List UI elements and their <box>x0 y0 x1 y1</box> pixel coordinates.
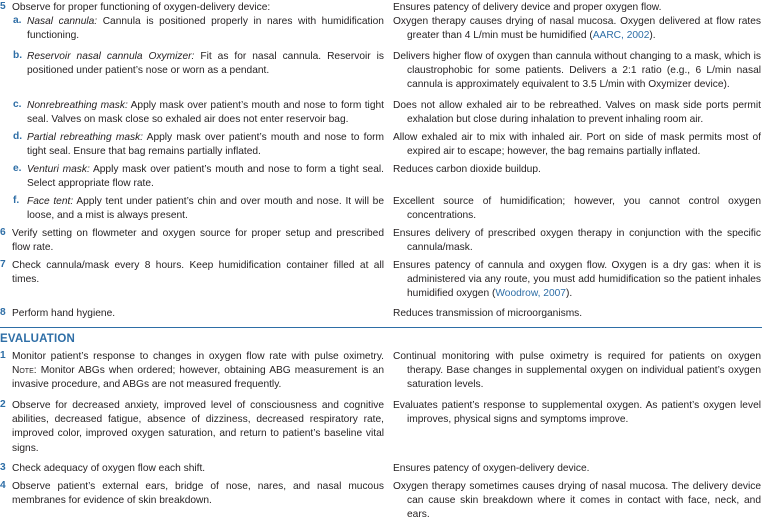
substep-letter: b. <box>13 50 23 61</box>
substep-description: Apply mask over patient’s mouth and nose to form tight seal. Valves on mask close so exhaled air does not enter reservoir bag. <box>27 100 384 126</box>
citation-link[interactable]: AARC, 2002 <box>592 30 650 42</box>
step-text: Observe for decreased anxiety, improved level of consciousness and cognitive abilities, decreased fatigue, absence of dizziness, decreased respiratory rate, improved color, improved oxygen saturation, and return to patient’s baseline vital signs. <box>12 400 384 454</box>
substep-rationale: Does not allow exhaled air to be rebreathed. Valves on mask side ports permit exhalation but close during inhalation to prevent inhaling room air. <box>393 100 761 126</box>
step-number: 1 <box>0 350 6 361</box>
step-number: 4 <box>0 480 6 491</box>
evaluation-heading: EVALUATION <box>0 333 76 345</box>
step-rationale: Oxygen therapy sometimes causes drying of nasal mucosa. The delivery device can cause skin breakdown where it comes in contact with face, neck, and ears. <box>393 481 761 521</box>
step-text: Verify setting on flowmeter and oxygen source for proper setup and prescribed flow rate. <box>12 228 384 254</box>
substep-rationale: Allow exhaled air to mix with inhaled air. Port on side of mask permits most of expired air to escape; however, the bag remains partially inflated. <box>393 132 761 158</box>
step-number: 8 <box>0 307 6 318</box>
substep-text <box>27 195 384 223</box>
step-number: 5 <box>0 1 6 12</box>
step-rationale: Evaluates patient’s response to supplemental oxygen. As patient’s oxygen level improves, physical signs and symptoms improve. <box>393 400 761 426</box>
substep-description: Fit as for nasal cannula. Reservoir is positioned under patient’s nose or worn as a pendant. <box>27 51 384 77</box>
rationale-text: Ensures patency of cannula and oxygen flow. Oxygen is a dry gas: when it is administered via any route, you must add humidification so the patient inhales humidified oxygen ( <box>393 260 761 300</box>
step-text: Check cannula/mask every 8 hours. Keep humidification container filled at all times. <box>12 260 384 286</box>
substep-description: Apply tent under patient’s chin and over mouth and nose. It will be loose, and a mist is always present. <box>27 196 384 222</box>
substep-description: Apply mask over patient’s mouth and nose to form tight seal. Ensure that bag remains partially inflated. <box>27 132 384 158</box>
step-number: 3 <box>0 462 6 473</box>
substep-rationale: Delivers higher flow of oxygen than cannula without changing to a mask, which is claustrophobic for some patients. Delivers a 2:1 ratio (e.g., 6 L/min nasal cannula is approximately equivalent to 3.5 L/min with Oxymizer device). <box>393 51 761 91</box>
note-label: Note: <box>12 365 37 377</box>
step-rationale: Ensures patency of oxygen-delivery device. <box>393 463 590 474</box>
section-divider <box>0 327 762 328</box>
substep-text <box>27 50 384 78</box>
substep-description: Cannula is positioned properly in nares with humidification functioning. <box>27 16 384 42</box>
step-number: 2 <box>0 399 6 410</box>
substep-rationale: Reduces carbon dioxide buildup. <box>393 164 541 175</box>
substep-rationale: Excellent source of humidification; however, you cannot control oxygen concentrations. <box>393 196 761 222</box>
step-text <box>12 350 384 393</box>
step-rationale: Ensures patency of delivery device and proper oxygen flow. <box>393 2 662 13</box>
substep-term: Nonrebreathing mask: <box>27 100 128 111</box>
substep-term: Face tent: <box>27 196 74 207</box>
substep-letter: c. <box>13 99 22 110</box>
step-rationale <box>393 259 761 302</box>
note-text: Monitor ABGs when ordered; however, obtaining ABG measurement is an invasive procedure, and ABGs are not measured frequently. <box>12 365 384 391</box>
substep-letter: e. <box>13 163 22 174</box>
substep-description: Apply mask over patient’s mouth and nose to form a tight seal. Select appropriate flow rate. <box>27 164 384 190</box>
step-text: Observe for proper functioning of oxygen-delivery device: <box>12 2 271 13</box>
citation-link[interactable]: Woodrow, 2007 <box>495 288 566 300</box>
substep-letter: a. <box>13 15 22 26</box>
step-rationale: Continual monitoring with pulse oximetry is required for patients on oxygen therapy. Base changes in supplemental oxygen on individual patient’s oxygen saturation levels. <box>393 351 761 391</box>
step-number: 6 <box>0 227 6 238</box>
step-text: Check adequacy of oxygen flow each shift. <box>12 463 206 474</box>
step-text: Perform hand hygiene. <box>12 308 116 319</box>
substep-letter: f. <box>13 195 20 206</box>
substep-rationale <box>393 15 761 43</box>
substep-text <box>27 99 384 127</box>
step-number: 7 <box>0 259 6 270</box>
rationale-text-end: ). <box>565 288 573 300</box>
rationale-text: Oxygen therapy causes drying of nasal mucosa. Oxygen delivered at flow rates greater than 4 L/min must be humidified ( <box>393 16 761 42</box>
substep-term: Venturi mask: <box>27 164 90 175</box>
substep-term: Nasal cannula: <box>27 16 98 27</box>
step-rationale: Reduces transmission of microorganisms. <box>393 308 583 319</box>
substep-text <box>27 163 384 191</box>
substep-letter: d. <box>13 131 23 142</box>
substep-term: Partial rebreathing mask: <box>27 132 143 143</box>
substep-text <box>27 15 384 43</box>
rationale-text-end: ). <box>649 30 656 42</box>
substep-text <box>27 131 384 159</box>
step-description: Monitor patient’s response to changes in oxygen flow rate with pulse oximetry. <box>12 351 384 362</box>
substep-term: Reservoir nasal cannula Oxymizer: <box>27 51 195 62</box>
step-text: Observe patient’s external ears, bridge of nose, nares, and nasal mucous membranes for evidence of skin breakdown. <box>12 481 384 507</box>
step-rationale: Ensures delivery of prescribed oxygen therapy in conjunction with the specific cannula/mask. <box>393 228 761 254</box>
